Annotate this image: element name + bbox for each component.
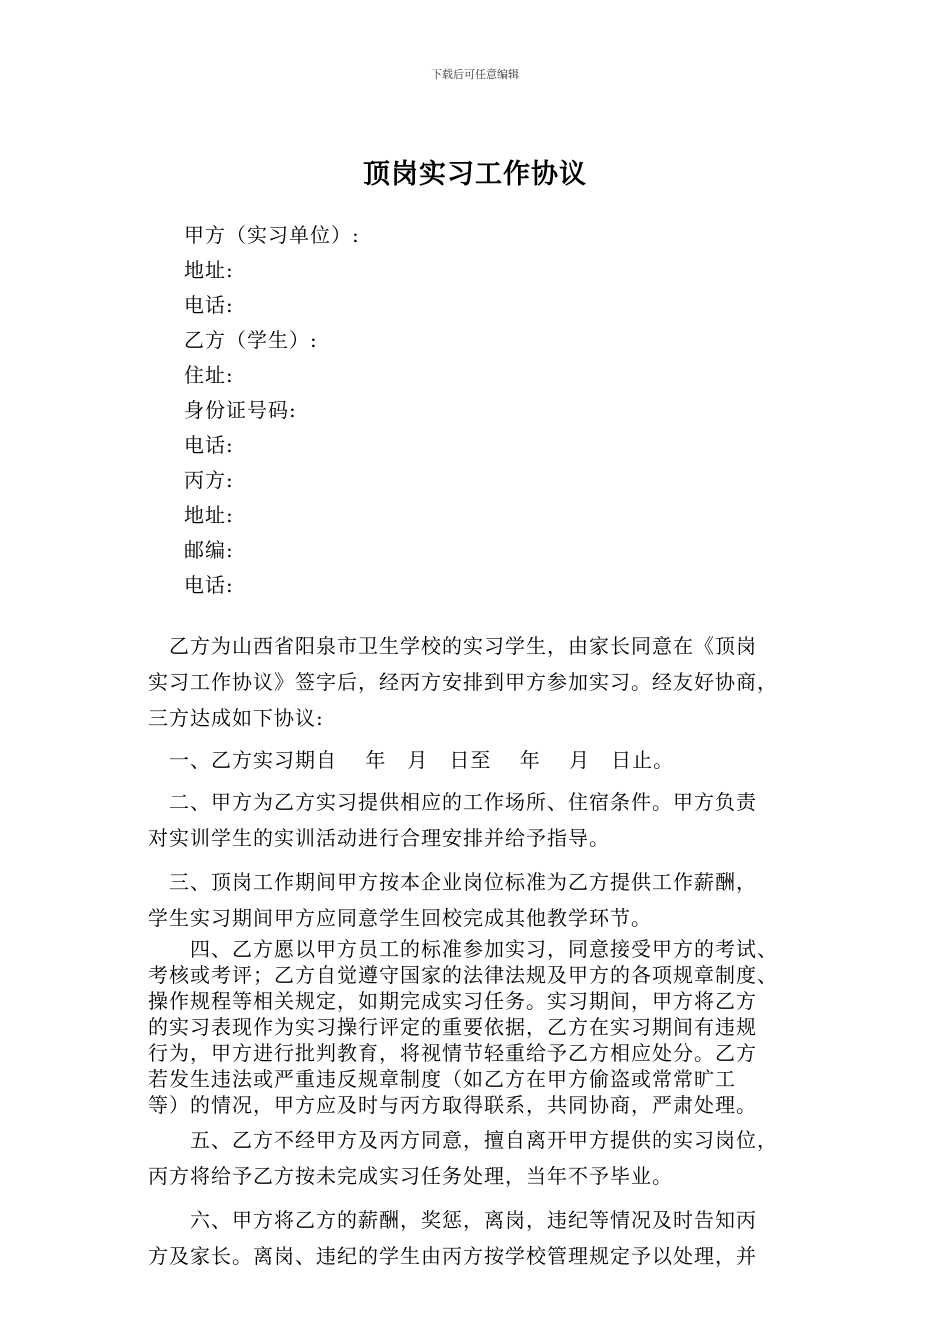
document-title: 顶岗实习工作协议 [363,159,587,190]
text-line: 丙方将给予乙方按未完成实习任务处理，当年不予毕业。 [148,1164,673,1188]
text-line: 五、乙方不经甲方及丙方同意，擅自离开甲方提供的实习岗位， [148,1128,778,1152]
text-line: 三方达成如下协议: [148,706,324,730]
field-party-c-address: 地址: [184,503,234,527]
text-line: 方及家长。离岗、违纪的学生由丙方按学校管理规定予以处理，并 [148,1244,757,1268]
clause-3 [148,864,808,936]
clause-4 [148,936,808,1118]
text-line: 实习工作协议》签字后，经丙方安排到甲方参加实习。经友好协商， [148,670,778,694]
page-header: 下载后可任意编辑 [431,68,519,81]
agreement-body [148,628,808,1274]
field-party-c-phone: 电话: [184,573,234,597]
field-party-a: 甲方（实习单位）: [184,223,360,247]
text-line: 考核或考评；乙方自觉遵守国家的法律法规及甲方的各项规章制度、 [148,963,778,987]
clause-5 [148,1122,808,1194]
field-party-a-address: 地址: [184,258,234,282]
text-line: 的实习表现作为实习操行评定的重要依据，乙方在实习期间有违规 [148,1015,757,1039]
text-line: 二、甲方为乙方实习提供相应的工作场所、住宿条件。甲方负责 [148,790,757,814]
text-line: 一、乙方实习期自 年 月 日至 年 月 日止。 [148,748,675,772]
text-line: 操作规程等相关规定，如期完成实习任务。实习期间，甲方将乙方 [148,989,757,1013]
text-line: 乙方为山西省阳泉市卫生学校的实习学生，由家长同意在《顶岗 [148,634,757,658]
field-party-b: 乙方（学生）: [184,328,318,352]
text-line: 六、甲方将乙方的薪酬，奖惩，离岗，违纪等情况及时告知丙 [148,1208,757,1232]
field-party-b-residence: 住址: [184,363,234,387]
clause-1 [148,742,808,778]
text-line: 对实训学生的实训活动进行合理安排并给予指导。 [148,826,610,850]
field-party-c-postcode: 邮编: [184,538,234,562]
party-fields [184,218,360,603]
clause-2 [148,784,808,856]
text-line: 行为，甲方进行批判教育，将视情节轻重给予乙方相应处分。乙方 [148,1041,757,1065]
text-line: 三、顶岗工作期间甲方按本企业岗位标准为乙方提供工作薪酬， [148,870,757,894]
field-party-c: 丙方: [184,468,234,492]
text-line: 学生实习期间甲方应同意学生回校完成其他教学环节。 [148,906,652,930]
text-line: 四、乙方愿以甲方员工的标准参加实习，同意接受甲方的考试、 [148,937,778,961]
field-party-b-id-number: 身份证号码: [184,398,297,422]
text-line: 等）的情况，甲方应及时与丙方取得联系，共同协商，严肃处理。 [148,1093,757,1117]
paragraph-intro [148,628,808,736]
field-party-b-phone: 电话: [184,433,234,457]
field-party-a-phone: 电话: [184,293,234,317]
clause-6 [148,1202,808,1274]
text-line: 若发生违法或严重违反规章制度（如乙方在甲方偷盗或常常旷工 [148,1067,736,1091]
